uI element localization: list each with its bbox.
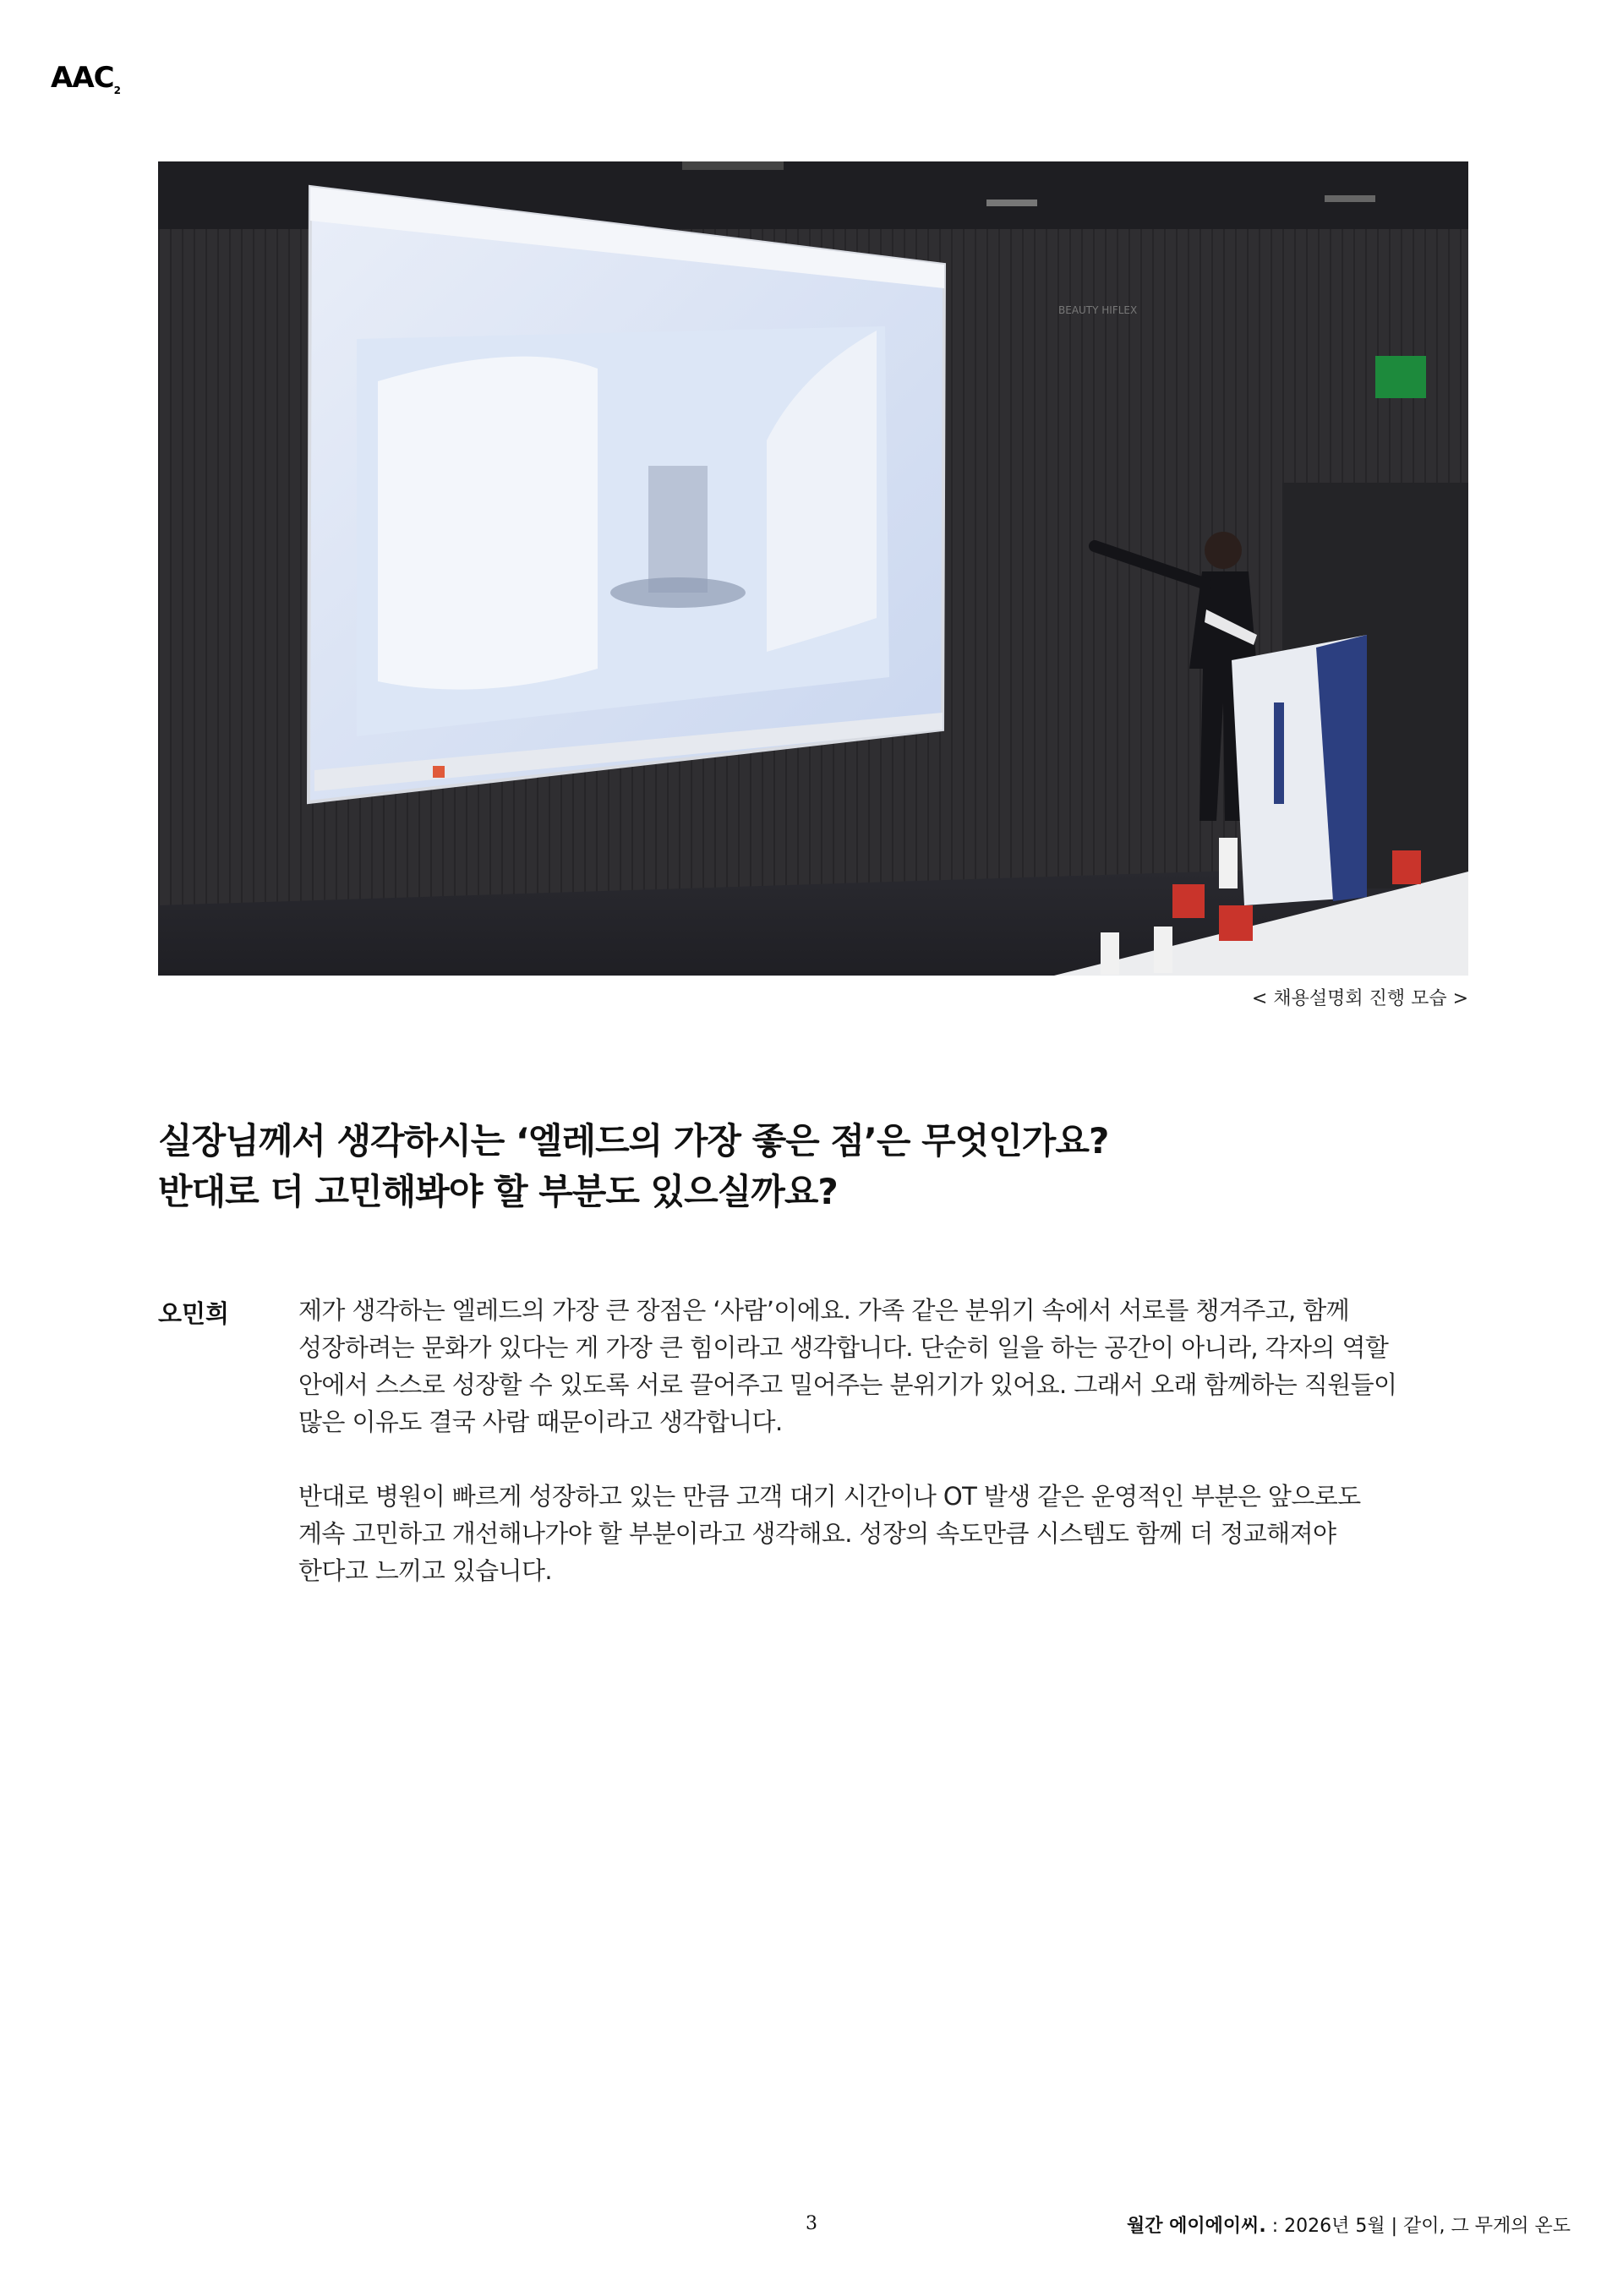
question-line: 반대로 더 고민해봐야 할 부분도 있으실까요? bbox=[158, 1171, 838, 1212]
wall-sign-text: BEAUTY HIFLEX bbox=[1058, 304, 1138, 316]
answer-paragraph bbox=[298, 1292, 1473, 1440]
question-line: 실장님께서 생각하시는 ‘엘레드의 가장 좋은 점’은 무엇인가요? bbox=[158, 1120, 1109, 1162]
magazine-title: 월간 에이에이씨. bbox=[1126, 2216, 1266, 2237]
answer-line: 제가 생각하는 엘레드의 가장 큰 장점은 ‘사람’이에요. 가족 같은 분위기 속에서 서로를 챙겨주고, 함께 bbox=[298, 1296, 1350, 1325]
seminar-photo bbox=[158, 161, 1468, 976]
photo-caption: < 채용설명회 진행 모습 > bbox=[1251, 988, 1468, 1009]
answer-paragraph bbox=[298, 1478, 1473, 1589]
answer-line: 계속 고민하고 개선해나가야 할 부분이라고 생각해요. 성장의 속도만큼 시스템도 함께 더 정교해져야 bbox=[298, 1519, 1336, 1548]
answer-line: 한다고 느끼고 있습니다. bbox=[298, 1556, 552, 1585]
page-number: 3 bbox=[806, 2213, 817, 2234]
speaker-name: 오민희 bbox=[158, 1299, 230, 1328]
answer-line: 많은 이유도 결국 사람 때문이라고 생각합니다. bbox=[298, 1408, 783, 1436]
issue-text: : 2026년 5월 | 같이, 그 무게의 온도 bbox=[1265, 2216, 1571, 2237]
answer-line: 안에서 스스로 성장할 수 있도록 서로 끌어주고 밀어주는 분위기가 있어요. 그래서 오래 함께하는 직원들이 bbox=[298, 1370, 1397, 1399]
interview-answer bbox=[298, 1292, 1473, 1589]
footer-issue-info bbox=[1127, 2211, 1571, 2238]
answer-line: 반대로 병원이 빠르게 성장하고 있는 만큼 고객 대기 시간이나 OT 발생 같은 운영적인 부분은 앞으로도 bbox=[298, 1482, 1361, 1511]
seminar-photo-illustration bbox=[158, 161, 1468, 976]
answer-line: 성장하려는 문화가 있다는 게 가장 큰 힘이라고 생각합니다. 단순히 일을 하는 공간이 아니라, 각자의 역할 bbox=[298, 1333, 1389, 1362]
interview-question bbox=[158, 1116, 1477, 1217]
aac-logo: $AAC_2$ bbox=[51, 61, 121, 96]
